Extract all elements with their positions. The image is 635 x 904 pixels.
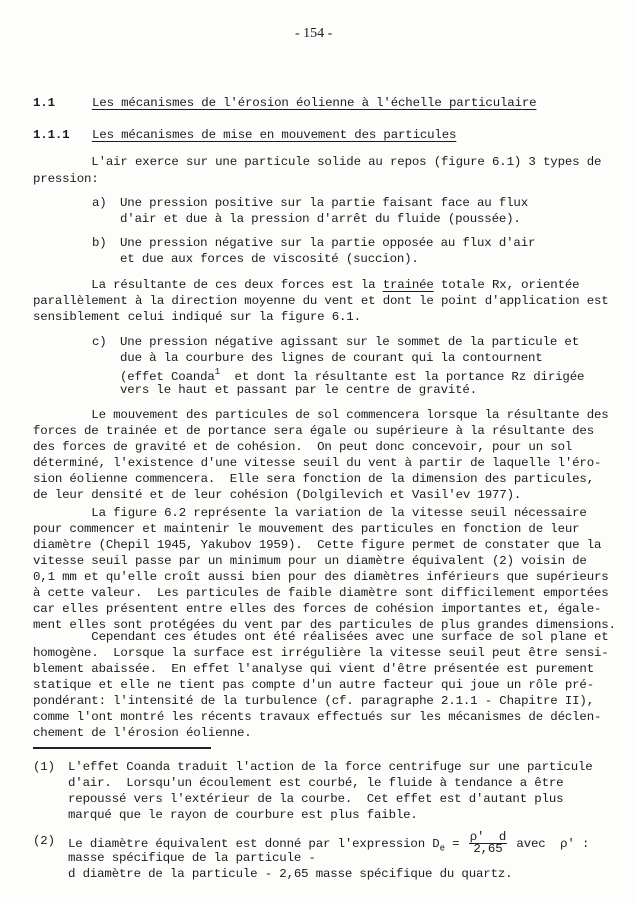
item-c-label: c) [92, 335, 107, 349]
paragraph-line: à cette valeur. Les particules de faible diamètre sont difficilement emportées [33, 586, 609, 600]
paragraph-line: sion éolienne commencera. Elle sera fonction de la dimension des particules, [33, 472, 594, 486]
footnote-ref: 1 [214, 367, 220, 377]
footnote-line: masse spécifique de la particule - [68, 851, 316, 865]
item-a-line: Une pression positive sur la partie faisant face au flux [120, 196, 528, 210]
paragraph-line: chement de l'érosion éolienne. [33, 726, 252, 740]
item-b-label: b) [92, 236, 107, 250]
text: La résultante de ces deux forces est la [33, 278, 383, 292]
fraction-denominator: 2,65 [473, 842, 503, 856]
footnote-line: marqué que le rayon de courbure est plus faible. [68, 808, 418, 822]
intro-line: pression: [33, 172, 99, 186]
resultant-line [33, 278, 579, 292]
resultant-line: parallèlement à la direction moyenne du vent et dont le point d'application est [33, 294, 609, 308]
footnote-line: d'air. Lorsqu'un écoulement est courbé, le fluide à tendance a être [68, 776, 564, 790]
paragraph-line: homogène. Lorsque la surface est irrégulière la vitesse seuil peut être sensi- [33, 646, 609, 660]
paragraph-line: des forces de gravité et de cohésion. On peut donc concevoir, pour un sol [33, 440, 573, 454]
section-title: Les mécanismes de l'érosion éolienne à l'échelle particulaire [92, 96, 537, 110]
paragraph-line: 0,1 mm et qu'elle croît aussi bien pour des diamètres inférieurs que supérieurs [33, 570, 609, 584]
footnote-2-label: (2) [33, 834, 55, 848]
resultant-line: sensiblement celui indiqué sur la figure 6.1. [33, 310, 361, 324]
intro-line: L'air exerce sur une particule solide au repos (figure 6.1) 3 types de [33, 155, 602, 169]
item-a-label: a) [92, 196, 107, 210]
paragraph-line: statique et elle ne tient pas compte d'un autre facteur qui joue un rôle pré- [33, 678, 594, 692]
paragraph-line: de leur densité et de leur cohésion (Dolgilevich et Vasil'ev 1977). [33, 488, 522, 502]
page-number: - 154 - [295, 26, 333, 41]
text: Le diamètre équivalent est donné par l'expression D [68, 836, 440, 851]
footnote-divider [33, 747, 211, 749]
footnote-line: repoussé vers l'extérieur de la courbe. Cet effet est d'autant plus [68, 792, 564, 806]
item-b-line: et due aux forces de viscosité (succion). [120, 252, 419, 266]
text: = [444, 836, 467, 851]
fraction [469, 832, 507, 855]
paragraph-line: comme l'ont montré les récents travaux effectués sur les mécanismes de déclen- [33, 710, 602, 724]
item-c-line: Une pression négative agissant sur le sommet de la particule et [120, 335, 579, 349]
footnote-line: L'effet Coanda traduit l'action de la force centrifuge sur une particule [68, 760, 593, 774]
paragraph-line: ment elles sont protégées du vent par des particules de plus grandes dimensions. [33, 618, 616, 632]
subscript: e [439, 843, 445, 854]
fraction-numerator: ρ' d [469, 830, 507, 844]
item-c-line: vers le haut et passant par le centre de gravité. [120, 383, 477, 397]
subsection-title: Les mécanismes de mise en mouvement des particules [92, 128, 457, 142]
paragraph-line: car elles présentent entre elles des forces de cohésion importantes et, égale- [33, 602, 602, 616]
paragraph-line: Le mouvement des particules de sol commencera lorsque la résultante des [33, 408, 609, 422]
text: avec ρ' : [509, 836, 590, 851]
paragraph-line: La figure 6.2 représente la variation de la vitesse seuil nécessaire [33, 506, 587, 520]
paragraph-line: pour commencer et maintenir le mouvement des particules en fonction de leur [33, 522, 580, 536]
text: totale Rx, orientée [433, 278, 580, 292]
underlined-term: trainée [382, 278, 434, 292]
text: et dont la résultante est la portance Rz dirigée [219, 370, 585, 384]
text: (effet Coanda [120, 370, 215, 384]
paragraph-line: forces de trainée et de portance sera égale ou supérieure à la résultante des [33, 424, 594, 438]
footnote-line: d diamètre de la particule - 2,65 masse spécifique du quartz. [68, 867, 513, 881]
subsection-number: 1.1.1 [33, 128, 70, 142]
paragraph-line: diamètre (Chepil 1945, Yakubov 1959). Cette figure permet de constater que la [33, 538, 602, 552]
paragraph-line: vitesse seuil passe par un minimum pour un diamètre équivalent (2) voisin de [33, 554, 587, 568]
paragraph-line: Cependant ces études ont été réalisées avec une surface de sol plane et [33, 630, 609, 644]
paragraph-line: blement abaissée. En effet l'analyse qui vient d'être présentée est purement [33, 662, 594, 676]
paragraph-line: déterminé, l'existence d'une vitesse seuil du vent à partir de laquelle l'éro- [33, 456, 602, 470]
item-a-line: d'air et due à la pression d'arrêt du fluide (poussée). [120, 212, 521, 226]
item-c-line: due à la courbure des lignes de courant qui la contournent [120, 351, 543, 365]
item-c-line [120, 367, 584, 384]
section-number: 1.1 [33, 96, 55, 110]
footnote-1-label: (1) [33, 760, 55, 774]
item-b-line: Une pression négative sur la partie opposée au flux d'air [120, 236, 536, 250]
paragraph-line: pondérant: l'intensité de la turbulence (cf. paragraphe 2.1.1 - Chapitre II), [33, 694, 594, 708]
